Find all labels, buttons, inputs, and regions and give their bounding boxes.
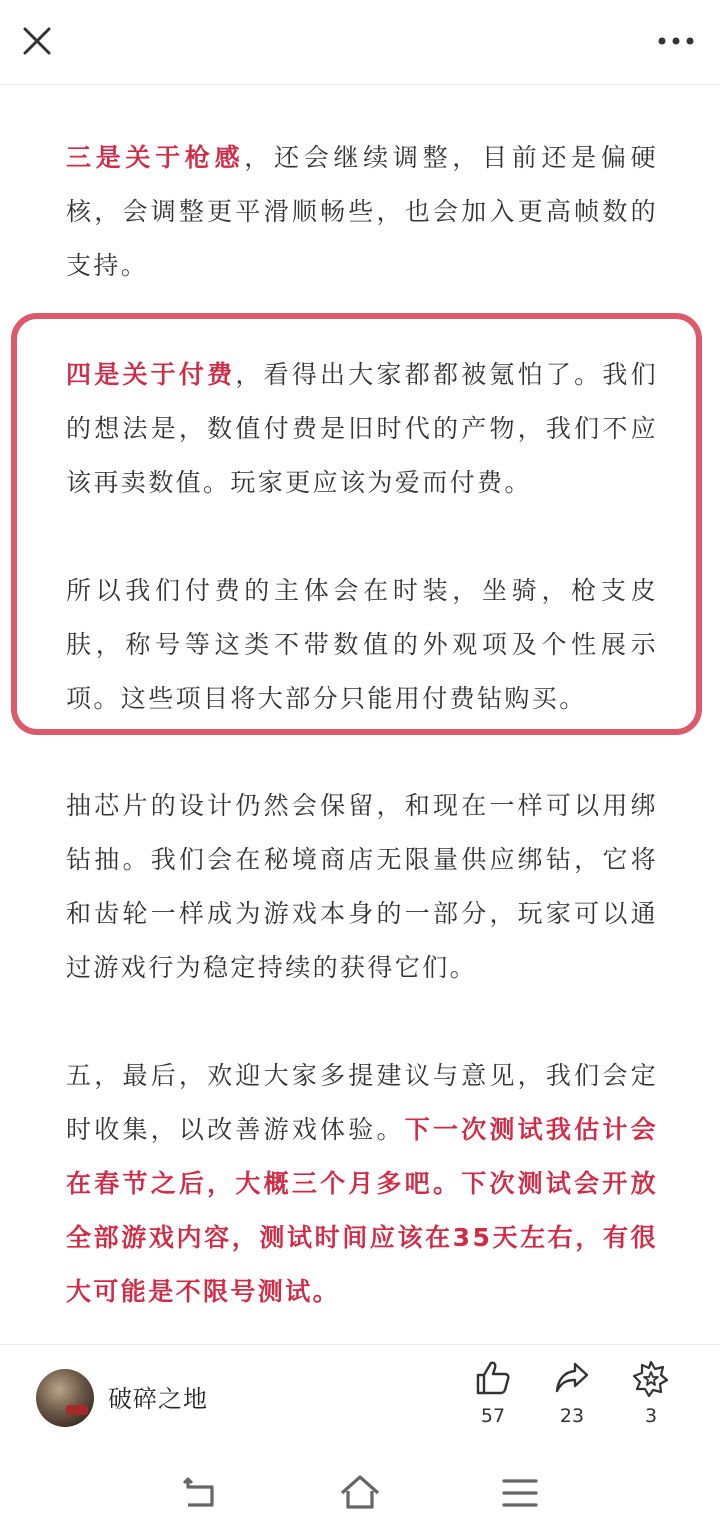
more-icon [654,28,698,54]
highlight-next-test: 下一次测试我估计会在春节之后，大概三个月多吧。下次测试会开放全部游戏内容，测试时间应该在35天左右，有很大可能是不限号测试。 [66,1115,658,1306]
paragraph-chips: 抽芯片的设计仍然会保留，和现在一样可以用绑钻抽。我们会在秘境商店无限量供应绑钻，它将和齿轮一样成为游戏本身的一部分，玩家可以通过游戏行为稳定持续的获得它们。 [66,791,658,982]
award-count: 3 [644,1405,658,1427]
system-nav-bar [0,1453,720,1533]
highlight-payment: 四是关于付费 [66,360,236,389]
share-icon [553,1359,591,1397]
thumbs-up-icon [474,1359,512,1397]
menu-button[interactable] [498,1471,542,1515]
top-bar [0,0,720,85]
avatar[interactable] [36,1369,94,1427]
paragraph-text: ，还会继续调整，目前还是偏硬核，会调整更平滑顺畅些，也会加入更高帧数的支持。 [66,143,658,280]
more-button[interactable] [654,28,698,54]
badge-star-icon [632,1359,670,1397]
like-button[interactable] [458,1359,528,1439]
paragraph-payment [66,348,658,510]
author-name[interactable]: 破碎之地 [108,1385,208,1413]
paragraph-text: 五，最后，欢迎大家多提建议与意见，我们会定时收集，以改善游戏体验。 [66,1061,658,1144]
highlight-gun-feel: 三是关于枪感 [66,143,245,172]
paragraph-gun-feel [66,131,658,293]
home-button[interactable] [338,1471,382,1515]
article-content [0,84,720,1344]
close-icon [18,22,56,60]
share-button[interactable] [537,1359,607,1439]
share-count: 23 [559,1405,585,1427]
close-button[interactable] [18,22,56,60]
back-icon [178,1471,222,1515]
award-button[interactable] [616,1359,686,1439]
back-button[interactable] [178,1471,222,1515]
author-action-bar [0,1344,720,1453]
paragraph-next-test [66,1049,658,1319]
menu-icon [498,1471,542,1515]
paragraph-cosmetics: 所以我们付费的主体会在时装，坐骑，枪支皮肤，称号等这类不带数值的外观项及个性展示项。这些项目将大部分只能用付费钻购买。 [66,576,658,713]
like-count: 57 [480,1405,506,1427]
paragraph-text: ，看得出大家都都被氪怕了。我们的想法是，数值付费是旧时代的产物，我们不应该再卖数值。玩家更应该为爱而付费。 [66,360,658,497]
home-icon [338,1471,382,1515]
